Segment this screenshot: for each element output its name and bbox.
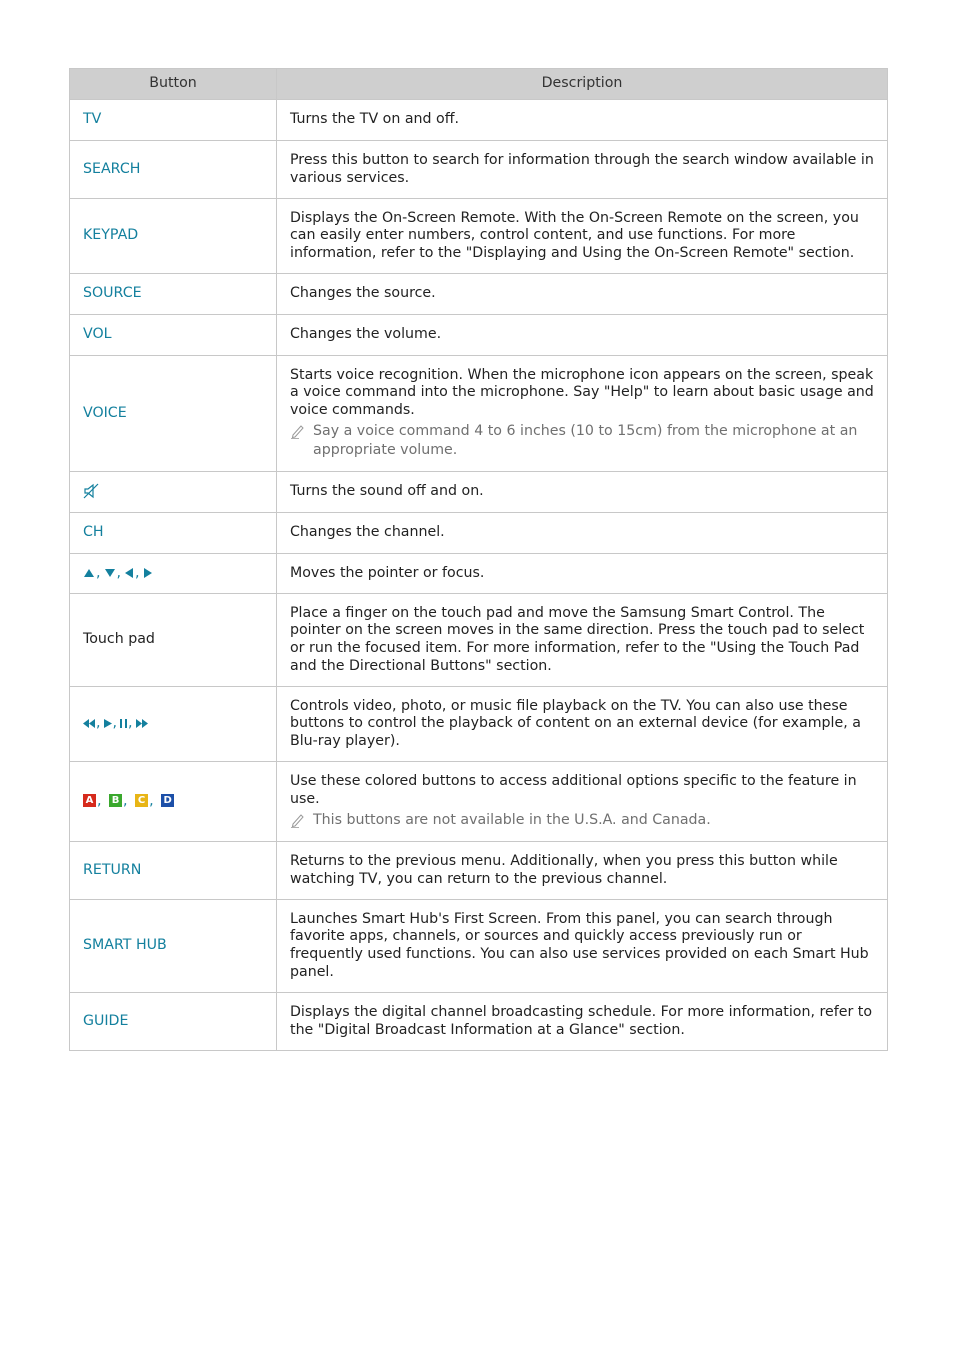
button-description: Displays the digital channel broadcasting schedule. For more information, refer to the "Digital Broadcast Information at a Glance" section. [277, 993, 888, 1051]
button-description: Use these colored buttons to access additional options specific to the feature in use. [290, 772, 857, 807]
button-name: RETURN [70, 842, 277, 900]
button-description: Launches Smart Hub's First Screen. From this panel, you can search through favorite apps, channels, or sources and quickly access previously run or frequently used functions. You can also use services provided on each Smart Hub panel. [277, 900, 888, 993]
note [290, 811, 874, 830]
table-row [70, 993, 888, 1051]
table-row [70, 141, 888, 199]
play-icon [104, 719, 112, 728]
left-arrow-icon [124, 567, 134, 579]
button-name: SEARCH [70, 141, 277, 199]
button-name: GUIDE [70, 993, 277, 1051]
button-name: SMART HUB [70, 900, 277, 993]
button-name-cell: , , , [70, 687, 277, 762]
button-description-table [69, 68, 888, 1051]
red-a-key-icon: A [83, 794, 96, 807]
table-row [70, 472, 888, 513]
button-description: Changes the source. [277, 274, 888, 315]
button-description: Moves the pointer or focus. [277, 554, 888, 594]
table-row [70, 199, 888, 274]
button-description-cell [277, 356, 888, 472]
button-description: Returns to the previous menu. Additionally, when you press this button while watching TV, you can return to the previous channel. [277, 842, 888, 900]
table-row [70, 274, 888, 315]
table-header-row [70, 69, 888, 100]
button-description: Press this button to search for information through the search window available in various services. [277, 141, 888, 199]
button-description: Turns the TV on and off. [277, 100, 888, 141]
down-arrow-icon [104, 568, 116, 578]
note [290, 422, 874, 460]
green-b-key-icon: B [109, 794, 122, 807]
table-row [70, 687, 888, 762]
rewind-icon [83, 719, 95, 728]
right-arrow-icon [143, 567, 153, 579]
button-name: Touch pad [70, 594, 277, 687]
button-name-cell: , , , [70, 554, 277, 594]
table-row [70, 842, 888, 900]
button-name: KEYPAD [70, 199, 277, 274]
table-row [70, 900, 888, 993]
fast-forward-icon [136, 719, 148, 728]
button-name: VOICE [70, 356, 277, 472]
button-name-cell [70, 472, 277, 513]
button-name-cell: A , B , C , D [70, 762, 277, 842]
table-row [70, 513, 888, 554]
button-description: Changes the volume. [277, 315, 888, 356]
note-text: This buttons are not available in the U.S.A. and Canada. [313, 812, 711, 829]
button-description: Starts voice recognition. When the microphone icon appears on the screen, speak a voice command into the microphone. Say "Help" to learn about basic usage and voice commands. [290, 366, 874, 418]
table-row [70, 762, 888, 842]
button-name: TV [70, 100, 277, 141]
button-description-cell [277, 762, 888, 842]
table-row [70, 100, 888, 141]
table-row [70, 315, 888, 356]
mute-icon [83, 483, 99, 499]
button-name: CH [70, 513, 277, 554]
note-pencil-icon [290, 812, 306, 828]
button-description: Turns the sound off and on. [277, 472, 888, 513]
button-description: Place a finger on the touch pad and move the Samsung Smart Control. The pointer on the screen moves in the same direction. Press the touch pad to select or run the focused item. For more information, refer to the "Using the Touch Pad and the Directional Buttons" section. [277, 594, 888, 687]
note-pencil-icon [290, 423, 306, 439]
header-button: Button [70, 69, 277, 100]
button-description: Displays the On-Screen Remote. With the On-Screen Remote on the screen, you can easily enter numbers, control content, and use functions. For more information, refer to the "Displaying and Using the On-Screen Remote" section. [277, 199, 888, 274]
button-description: Changes the channel. [277, 513, 888, 554]
note-text: Say a voice command 4 to 6 inches (10 to 15cm) from the microphone at an appropriate volume. [313, 423, 858, 459]
up-arrow-icon [83, 568, 95, 578]
header-description: Description [277, 69, 888, 100]
table-row [70, 356, 888, 472]
button-description: Controls video, photo, or music file playback on the TV. You can also use these buttons to control the playback of content on an external device (for example, a Blu-ray player). [277, 687, 888, 762]
pause-icon [120, 719, 127, 728]
yellow-c-key-icon: C [135, 794, 148, 807]
table-row [70, 554, 888, 594]
button-name: SOURCE [70, 274, 277, 315]
button-name: VOL [70, 315, 277, 356]
blue-d-key-icon: D [161, 794, 174, 807]
table-row [70, 594, 888, 687]
